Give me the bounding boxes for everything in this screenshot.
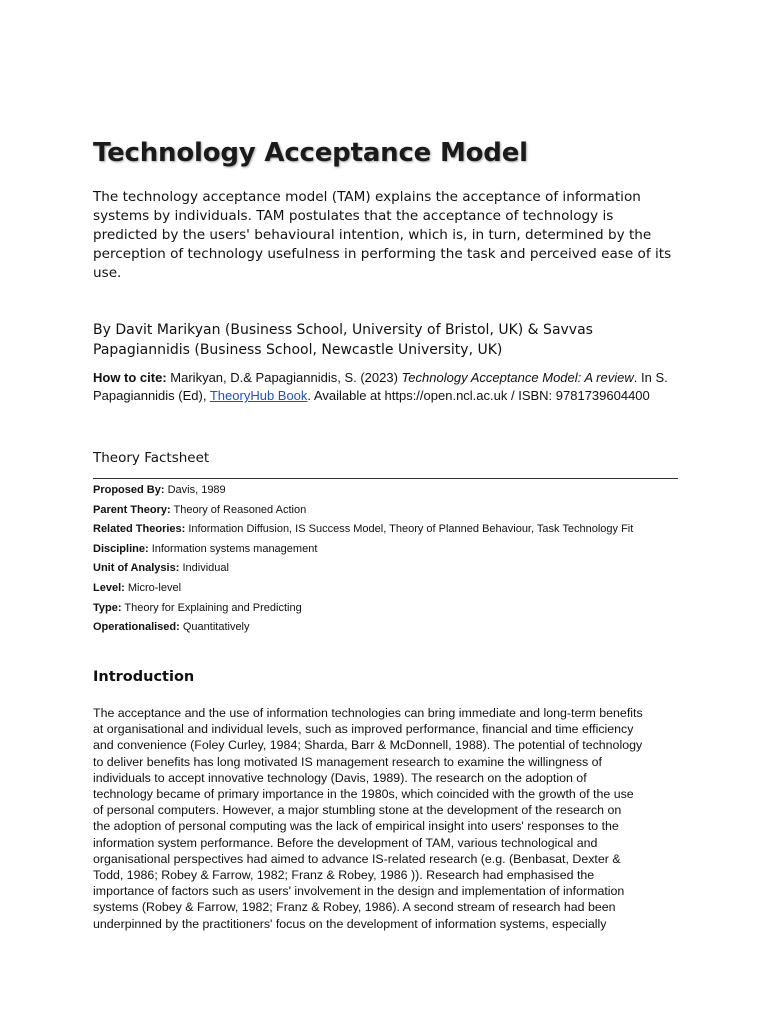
fact-label: Level: <box>93 581 125 594</box>
fact-discipline <box>93 541 678 561</box>
intro-line: to deliver benefits has long motivated IS management research to examine the willingness of <box>93 754 602 769</box>
fact-label: Related Theories: <box>93 523 186 536</box>
introduction-paragraph <box>93 705 678 932</box>
factsheet-divider <box>93 478 678 479</box>
intro-line: individuals to accept innovative technology (Davis, 1989). The research on the adoption of <box>93 770 587 785</box>
intro-line: and convenience (Foley Curley, 1984; Sharda, Barr & McDonnell, 1988). The potential of technology <box>93 738 643 753</box>
intro-line: importance of factors such as users' involvement in the design and implementation of information <box>93 884 625 899</box>
factsheet-heading: Theory Factsheet <box>93 450 210 466</box>
fact-operationalised <box>93 619 678 639</box>
factsheet-list <box>93 482 678 639</box>
citation-availability: . Available at https://open.ncl.ac.uk / ISBN: 9781739604400 <box>307 388 650 403</box>
fact-value: Information Diffusion, IS Success Model, Theory of Planned Behaviour, Task Technology Fit <box>188 523 634 536</box>
intro-line: the adoption of personal computing was the lack of empirical insight into users' responses to the <box>93 819 619 834</box>
document-title: Technology Acceptance Model <box>93 138 528 168</box>
fact-parent-theory <box>93 502 678 522</box>
intro-line: technology became of primary importance in the 1980s, which coincided with the growth of the use <box>93 787 634 802</box>
intro-line: systems (Robey & Farrow, 1982; Franz & Robey, 1986). A second stream of research had been <box>93 900 616 915</box>
citation-label: How to cite: <box>93 370 167 385</box>
fact-value: Theory of Reasoned Action <box>173 503 307 516</box>
fact-level <box>93 580 678 600</box>
fact-label: Operationalised: <box>93 621 180 634</box>
citation-authors: Marikyan, D.& Papagiannidis, S. (2023) <box>170 370 398 385</box>
fact-label: Unit of Analysis: <box>93 562 180 575</box>
fact-value: Individual <box>182 562 229 575</box>
intro-line: underpinned by the practitioners' focus on the development of information systems, especially <box>93 916 607 931</box>
fact-proposed-by <box>93 482 678 502</box>
theoryhub-book-link[interactable]: TheoryHub Book <box>209 388 308 403</box>
citation-in-text: . In S. Papagiannidis (Ed), <box>93 370 668 403</box>
intro-line: organisational perspectives had aimed to advance IS-related research (e.g. (Benbasat, Dexter & <box>93 851 621 866</box>
abstract-paragraph: The technology acceptance model (TAM) explains the acceptance of information systems by individuals. TAM postulates that the acceptance of technology is predicted by the users' behavioural intention, which is, in turn, determined by the perception of technology usefulness in performing the task and perceived ease of its use. <box>93 189 672 281</box>
fact-label: Type: <box>93 601 122 614</box>
fact-unit-of-analysis <box>93 560 678 580</box>
authors-line: By Davit Marikyan (Business School, University of Bristol, UK) & Savvas Papagiannidis (Business School, Newcastle University, UK) <box>93 322 593 358</box>
fact-type <box>93 600 678 620</box>
fact-value: Theory for Explaining and Predicting <box>124 601 302 614</box>
intro-line: information system performance. Before the development of TAM, various technological and <box>93 835 598 850</box>
intro-line: at organisational and individual levels, such as improved performance, financial and time efficiency <box>93 722 634 737</box>
fact-value: Quantitatively <box>182 621 250 634</box>
fact-value: Information systems management <box>151 542 318 555</box>
fact-label: Parent Theory: <box>93 503 171 516</box>
citation-work-title: Technology Acceptance Model: A review <box>401 370 634 385</box>
fact-label: Proposed By: <box>93 484 165 496</box>
intro-line: The acceptance and the use of information technologies can bring immediate and long-term benefits <box>93 706 643 720</box>
fact-label: Discipline: <box>93 542 149 555</box>
introduction-heading: Introduction <box>93 669 195 685</box>
fact-value: Micro-level <box>127 581 182 594</box>
fact-related-theories <box>93 521 678 541</box>
fact-value: Davis, 1989 <box>167 484 226 496</box>
intro-line: Todd, 1986; Robey & Farrow, 1982; Franz & Robey, 1986 )). Research had emphasised the <box>93 868 595 883</box>
intro-line: of personal computers. However, a major stumbling stone at the development of the research on <box>93 803 622 818</box>
citation-paragraph <box>93 369 678 405</box>
